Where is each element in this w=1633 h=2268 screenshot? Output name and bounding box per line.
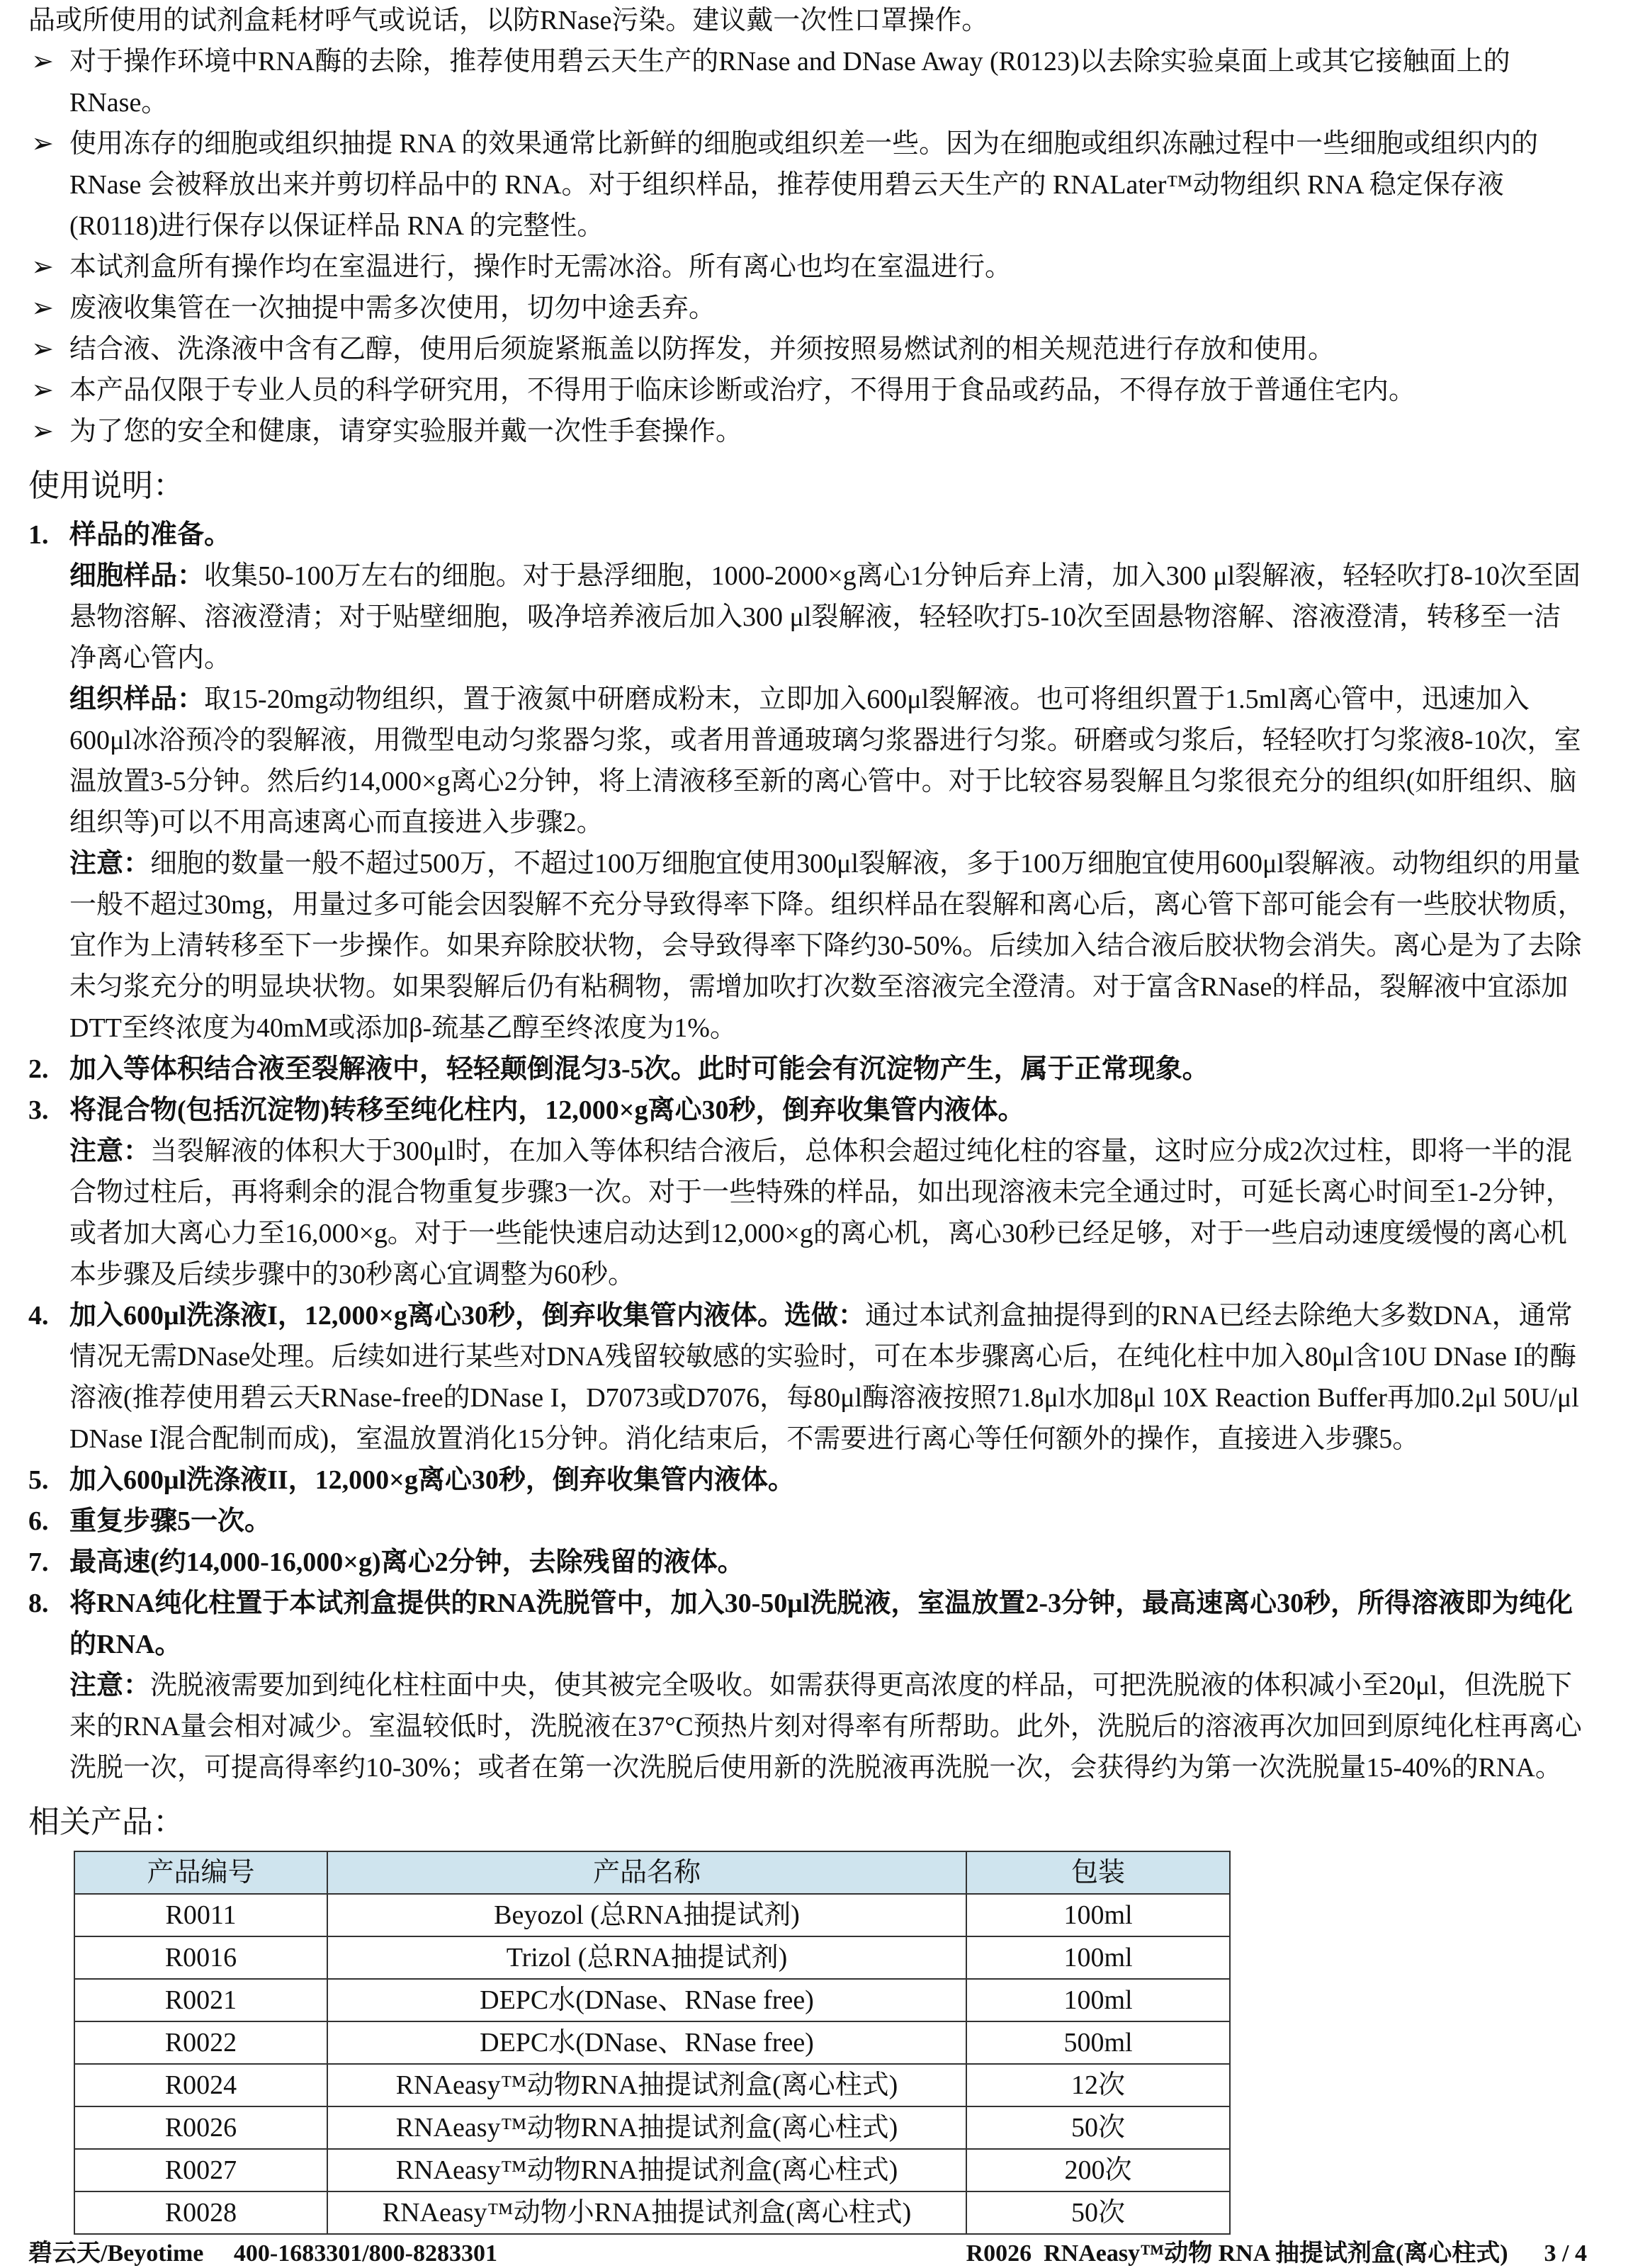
step-8-note	[28, 1665, 1587, 1788]
product-package: 50次	[966, 2106, 1230, 2149]
bullet-text: 本试剂盒所有操作均在室温进行，操作时无需冰浴。所有离心也均在室温进行。	[69, 252, 1012, 282]
table-row	[74, 1979, 1230, 2021]
step-number: 3.	[28, 1095, 49, 1125]
step-3-note	[28, 1131, 1587, 1295]
note-label: 注意：	[69, 1671, 151, 1700]
step-8	[28, 1583, 1587, 1665]
product-code: R0011	[74, 1894, 327, 1936]
bullet-item	[28, 41, 1587, 123]
cell-sample-paragraph	[28, 555, 1587, 679]
step-6	[28, 1501, 1587, 1542]
product-package: 100ml	[966, 1979, 1230, 2021]
step-title: 加入600μl洗涤液II，12,000×g离心30秒，倒弃收集管内液体。	[69, 1465, 795, 1495]
product-name: RNAeasy™动物RNA抽提试剂盒(离心柱式)	[327, 2149, 966, 2191]
product-code: R0024	[74, 2064, 327, 2106]
product-name: DEPC水(DNase、RNase free)	[327, 2021, 966, 2064]
arrow-bullet-icon: ➢	[31, 334, 54, 364]
product-package: 200次	[966, 2149, 1230, 2191]
product-name: DEPC水(DNase、RNase free)	[327, 1979, 966, 2021]
step-number: 5.	[28, 1465, 49, 1495]
arrow-bullet-icon: ➢	[31, 129, 54, 159]
table-row	[74, 2149, 1230, 2191]
step-title: 将RNA纯化柱置于本试剂盒提供的RNA洗脱管中，加入30-50μl洗脱液，室温放置2-3分钟，最高速离心30秒，所得溶液即为纯化的RNA。	[69, 1589, 1573, 1659]
product-name: RNAeasy™动物RNA抽提试剂盒(离心柱式)	[327, 2064, 966, 2106]
product-code: R0028	[74, 2191, 327, 2234]
bullet-text: 结合液、洗涤液中含有乙醇，使用后须旋紧瓶盖以防挥发，并须按照易燃试剂的相关规范进行存放和使用。	[69, 334, 1335, 364]
bullet-text: 废液收集管在一次抽提中需多次使用，切勿中途丢弃。	[69, 293, 716, 323]
product-code: R0016	[74, 1936, 327, 1979]
step-1	[28, 514, 1587, 555]
tissue-sample-text: 取15-20mg动物组织，置于液氮中研磨成粉末，立即加入600μl裂解液。也可将组织置于1.5ml离心管中，迅速加入600μl冰浴预冷的裂解液，用微型电动匀浆器匀浆，或者用普通玻璃匀浆器进行匀浆。研磨或匀浆后，轻轻吹打匀浆液8-10次，室温放置3-5分钟。然后约14,000×g离心2分钟，将上清液移至新的离心管中。对于比较容易裂解且匀浆很充分的组织(如肝组织、脑组织等)可以不用高速离心而直接进入步骤2。	[69, 684, 1581, 837]
footer-company-contact: 碧云天/Beyotime 400-1683301/800-8283301	[28, 2240, 497, 2267]
bullet-item	[28, 411, 1587, 452]
step-title: 重复步骤5一次。	[69, 1506, 272, 1536]
arrow-bullet-icon: ➢	[31, 47, 54, 77]
related-products-table	[74, 1851, 1231, 2235]
tissue-sample-paragraph	[28, 679, 1587, 843]
bullet-item	[28, 288, 1587, 329]
bullet-text: 本产品仅限于专业人员的科学研究用，不得用于临床诊断或治疗，不得用于食品或药品，不得存放于普通住宅内。	[69, 376, 1416, 405]
bullet-item	[28, 247, 1587, 288]
step-title: 样品的准备。	[69, 520, 232, 550]
product-code: R0022	[74, 2021, 327, 2064]
step-text: 通过本试剂盒抽提得到的RNA已经去除绝大多数DNA，通常情况无需DNase处理。后续如进行某些对DNA残留较敏感的实验时，可在本步骤离心后，在纯化柱中加入80μl含10U DNase I的酶溶液(推荐使用碧云天RNase-free的DNase I，D7073或D7076，每80μl酶溶液按照71.8μl水加8μl 10X Reaction Buffer再加0.2μl 50U/μl DNase I混合配制而成)，室温放置消化15分钟。消化结束后，不需要进行离心等任何额外的操作，直接进入步骤5。	[69, 1301, 1579, 1454]
arrow-bullet-icon: ➢	[31, 417, 54, 446]
step-title: 加入600μl洗涤液I，12,000×g离心30秒，倒弃收集管内液体。选做：	[69, 1301, 866, 1331]
table-row	[74, 1894, 1230, 1936]
related-products-heading: 相关产品：	[28, 1804, 184, 1840]
table-row	[74, 2106, 1230, 2149]
step-title: 将混合物(包括沉淀物)转移至纯化柱内，12,000×g离心30秒，倒弃收集管内液体。	[69, 1095, 1025, 1125]
product-name: Trizol (总RNA抽提试剂)	[327, 1936, 966, 1979]
note-text: 细胞的数量一般不超过500万，不超过100万细胞宜使用300μl裂解液，多于100万细胞宜使用600μl裂解液。动物组织的用量一般不超过30mg，用量过多可能会因裂解不充分导致得率下降。组织样品在裂解和离心后，离心管下部可能会有一些胶状物质，宜作为上清转移至下一步操作。如果弃除胶状物，会导致得率下降约30-50%。后续加入结合液后胶状物会消失。离心是为了去除未匀浆充分的明显块状物。如果裂解后仍有粘稠物，需增加吹打次数至溶液完全澄清。对于富含RNase的样品，裂解液中宜添加DTT至终浓度为40mM或添加β-巯基乙醇至终浓度为1%。	[69, 849, 1585, 1043]
bullet-item	[28, 123, 1587, 247]
arrow-bullet-icon: ➢	[31, 293, 54, 323]
document-body	[28, 0, 1587, 2235]
cell-sample-label: 细胞样品：	[69, 561, 205, 591]
step-title: 最高速(约14,000-16,000×g)离心2分钟，去除残留的液体。	[69, 1547, 745, 1577]
step-3	[28, 1090, 1587, 1131]
step-4	[28, 1295, 1587, 1460]
product-name: RNAeasy™动物RNA抽提试剂盒(离心柱式)	[327, 2106, 966, 2149]
step-number: 2.	[28, 1054, 49, 1084]
bullet-text: 为了您的安全和健康，请穿实验服并戴一次性手套操作。	[69, 417, 743, 446]
step-number: 1.	[28, 520, 49, 550]
column-header-package: 包装	[966, 1851, 1230, 1894]
product-code: R0026	[74, 2106, 327, 2149]
cell-sample-text: 收集50-100万左右的细胞。对于悬浮细胞，1000-2000×g离心1分钟后弃上清，加入300 μl裂解液，轻轻吹打8-10次至固悬物溶解、溶液澄清；对于贴壁细胞，吸净培养液后加入300 μl裂解液，轻轻吹打5-10次至固悬物溶解、溶液澄清，转移至一洁净离心管内。	[69, 561, 1581, 673]
step-number: 8.	[28, 1589, 49, 1618]
note-text: 洗脱液需要加到纯化柱柱面中央，使其被完全吸收。如需获得更高浓度的样品，可把洗脱液的体积减小至20μl，但洗脱下来的RNA量会相对减少。室温较低时，洗脱液在37°C预热片刻对得率有所帮助。此外，洗脱后的溶液再次加回到原纯化柱再离心洗脱一次，可提高得率约10-30%；或者在第一次洗脱后使用新的洗脱液再洗脱一次，会获得约为第一次洗脱量15-40%的RNA。	[69, 1671, 1582, 1783]
precaution-list	[28, 41, 1587, 452]
table-row	[74, 2021, 1230, 2064]
note-text: 当裂解液的体积大于300μl时，在加入等体积结合液后，总体积会超过纯化柱的容量，这时应分成2次过柱，即将一半的混合物过柱后，再将剩余的混合物重复步骤3一次。对于一些特殊的样品，如出现溶液未完全通过时，可延长离心时间至1-2分钟，或者加大离心力至16,000×g。对于一些能快速启动达到12,000×g的离心机，离心30秒已经足够，对于一些启动速度缓慢的离心机本步骤及后续步骤中的30秒离心宜调整为60秒。	[69, 1136, 1573, 1290]
product-package: 100ml	[966, 1936, 1230, 1979]
product-code: R0021	[74, 1979, 327, 2021]
table-header-row	[74, 1851, 1230, 1894]
product-name: Beyozol (总RNA抽提试剂)	[327, 1894, 966, 1936]
footer-product-page: R0026 RNAeasy™动物 RNA 抽提试剂盒(离心柱式) 3 / 4	[966, 2240, 1587, 2267]
column-header-code: 产品编号	[74, 1851, 327, 1894]
table-row	[74, 2064, 1230, 2106]
step-number: 7.	[28, 1547, 49, 1577]
column-header-name: 产品名称	[327, 1851, 966, 1894]
arrow-bullet-icon: ➢	[31, 376, 54, 405]
usage-heading: 使用说明：	[28, 468, 184, 504]
product-package: 500ml	[966, 2021, 1230, 2064]
product-code: R0027	[74, 2149, 327, 2191]
product-package: 100ml	[966, 1894, 1230, 1936]
note-label: 注意：	[69, 849, 151, 879]
step-title: 加入等体积结合液至裂解液中，轻轻颠倒混匀3-5次。此时可能会有沉淀物产生，属于正常现象。	[69, 1054, 1209, 1084]
product-name: RNAeasy™动物小RNA抽提试剂盒(离心柱式)	[327, 2191, 966, 2234]
bullet-text: 对于操作环境中RNA酶的去除，推荐使用碧云天生产的RNase and DNase Away (R0123)以去除实验桌面上或其它接触面上的RNase。	[69, 47, 1510, 118]
product-package: 12次	[966, 2064, 1230, 2106]
arrow-bullet-icon: ➢	[31, 252, 54, 282]
step-number: 6.	[28, 1506, 49, 1536]
product-package: 50次	[966, 2191, 1230, 2234]
intro-line: 品或所使用的试剂盒耗材呼气或说话，以防RNase污染。建议戴一次性口罩操作。	[28, 6, 989, 35]
bullet-item	[28, 329, 1587, 370]
table-row	[74, 2191, 1230, 2234]
note-label: 注意：	[69, 1136, 151, 1166]
step-5	[28, 1460, 1587, 1501]
table-row	[74, 1936, 1230, 1979]
bullet-item	[28, 370, 1587, 411]
step-number: 4.	[28, 1301, 49, 1331]
tissue-sample-label: 组织样品：	[69, 684, 205, 714]
step-2	[28, 1049, 1587, 1090]
bullet-text: 使用冻存的细胞或组织抽提 RNA 的效果通常比新鲜的细胞或组织差一些。因为在细胞或组织冻融过程中一些细胞或组织内的 RNase 会被释放出来并剪切样品中的 RNA。对于组织样品，推荐使用碧云天生产的 RNALater™动物组织 RNA 稳定保存液(R0118)进行保存以保证样品 RNA 的完整性。	[69, 129, 1539, 241]
step-1-note	[28, 843, 1587, 1049]
step-7	[28, 1542, 1587, 1583]
